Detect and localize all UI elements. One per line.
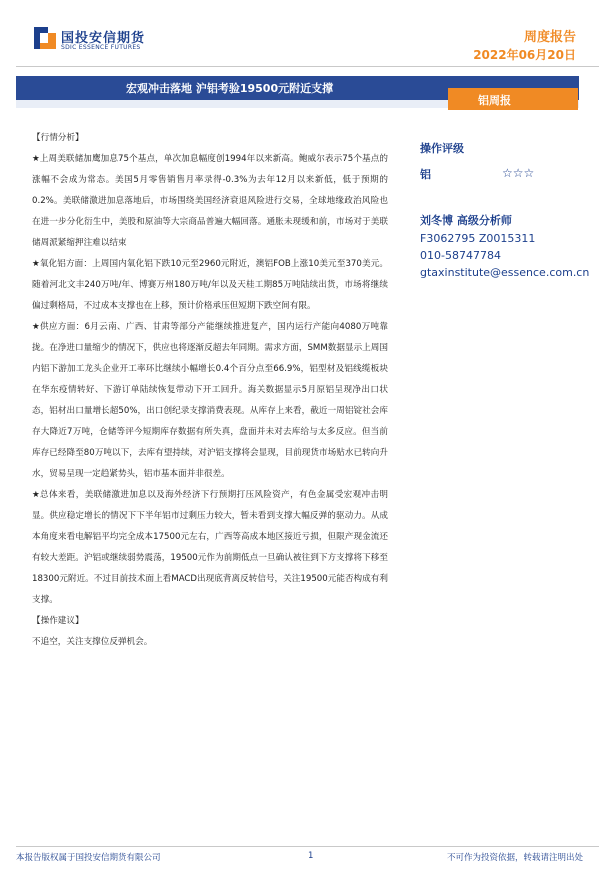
paragraph-macro: ★上周美联储加鹰加息75个基点，单次加息幅度创1994年以来新高。鲍威尔表示75个基点的涨幅不会成为常态。美国5月零售销售月率录得-0.3%为去年12月以来新低，低于预期的0.2%。美联储激进加息落地后，市场围绕美国经济衰退风险进行交易，全球地缘政治风险也在进一步分化衍生中，美股和原油等大宗商品普遍大幅回落。通胀未现缓和前，市场对于美联储周派紧缩押注难以结束: [32, 154, 388, 248]
analyst-name: 刘冬博 高级分析师: [420, 214, 512, 227]
report-type: 周度报告: [523, 30, 576, 45]
analyst-cert: F3062795 Z0015311: [420, 232, 536, 245]
report-date: 2022年06月20日: [473, 48, 576, 62]
page-number: 1: [308, 851, 314, 861]
header-divider: [16, 66, 599, 67]
paragraph-alumina: ★氧化铝方面：上周国内氧化铝下跌10元至2960元附近，澳铝FOB上涨10美元至370美元。随着河北文丰240万吨/年、博赛万州180万吨/年以及天桂工期85万吨陆续出货，市场将继续偏过剩格局，不过成本支撑也在上移，预计价格承压但短期下跌空间有限。: [32, 259, 388, 311]
logo-english-name: SDIC ESSENCE FUTURES: [61, 44, 141, 51]
paragraph-summary: ★总体来看，美联储激进加息以及海外经济下行预期打压风险资产，有色金属受宏观冲击明显。供应稳定增长的情况下下半年铝市过剩压力较大，暂未看到支撑大幅反弹的驱动力。从成本角度来看电解铝平均完全成本17500元左右，广西等高成本地区接近亏损，但限产现金流还有较大差距。沪铝或继续弱势震荡，19500元作为前期低点一旦确认被往到下方支撑将下移至18300元附近。不过目前技术面上看MACD出现底背离反转信号，关注19500元能否构成有利支撑。: [32, 490, 388, 605]
paragraph-advice: 不追空，关注支撑位反弹机会。: [32, 637, 153, 647]
report-title: 宏观冲击落地 沪铝考验19500元附近支撑: [126, 82, 334, 95]
footer-copyright: 本报告版权属于国投安信期货有限公司: [16, 853, 161, 863]
sidebar: [420, 140, 610, 279]
footer-divider: [16, 846, 599, 847]
category-tag-label: 铝周报: [478, 94, 511, 107]
paragraph-supply: ★供应方面：6月云南、广西、甘肃等部分产能继续推进复产，国内运行产能向4080万吨靠拢。在净进口量缩少的情况下，供应也将逐渐反超去年同期。需求方面，SMM数据显示上周国内铝下游加工龙头企业开工率环比继续小幅增长0.4个百分点至66.9%，铝型材及铝线缆板块在华东疫情转好、下游订单陆续恢复带动下开工回升。海关数据显示5月原铝呈现净出口状态，铝材出口量增长超50%，出口创纪录支撑消费表现。从库存上来看，截近一周铝锭社会库存大降近7万吨，仓储等评今短期库存数据有所失真，盘面并未对去库给与太多反应。但当前库存已经降至80万吨以下，去库有望持续，对沪铝支撑将会显现，目前现货市场贴水已转向升水，贸易呈现一定趋紧势头，铝市基本面并非很差。: [32, 322, 388, 479]
logo-name: 国投安信期货: [61, 31, 146, 46]
rating-commodity: 铝: [420, 168, 431, 181]
rating-heading: 操作评级: [420, 142, 464, 155]
rating-stars: ☆☆☆: [502, 166, 535, 180]
footer-disclaimer: 不可作为投资依据，转载请注明出处: [446, 853, 583, 863]
analyst-phone: 010-58747784: [420, 249, 501, 262]
section-heading-advice: 【操作建议】: [32, 616, 84, 626]
report-body: [32, 128, 388, 653]
rating-row: [420, 166, 610, 182]
section-heading-analysis: 【行情分析】: [32, 133, 84, 143]
category-tag: [448, 88, 578, 110]
analyst-email[interactable]: gtaxinstitute@essence.com.cn: [420, 266, 590, 279]
logo-icon: [34, 27, 56, 49]
